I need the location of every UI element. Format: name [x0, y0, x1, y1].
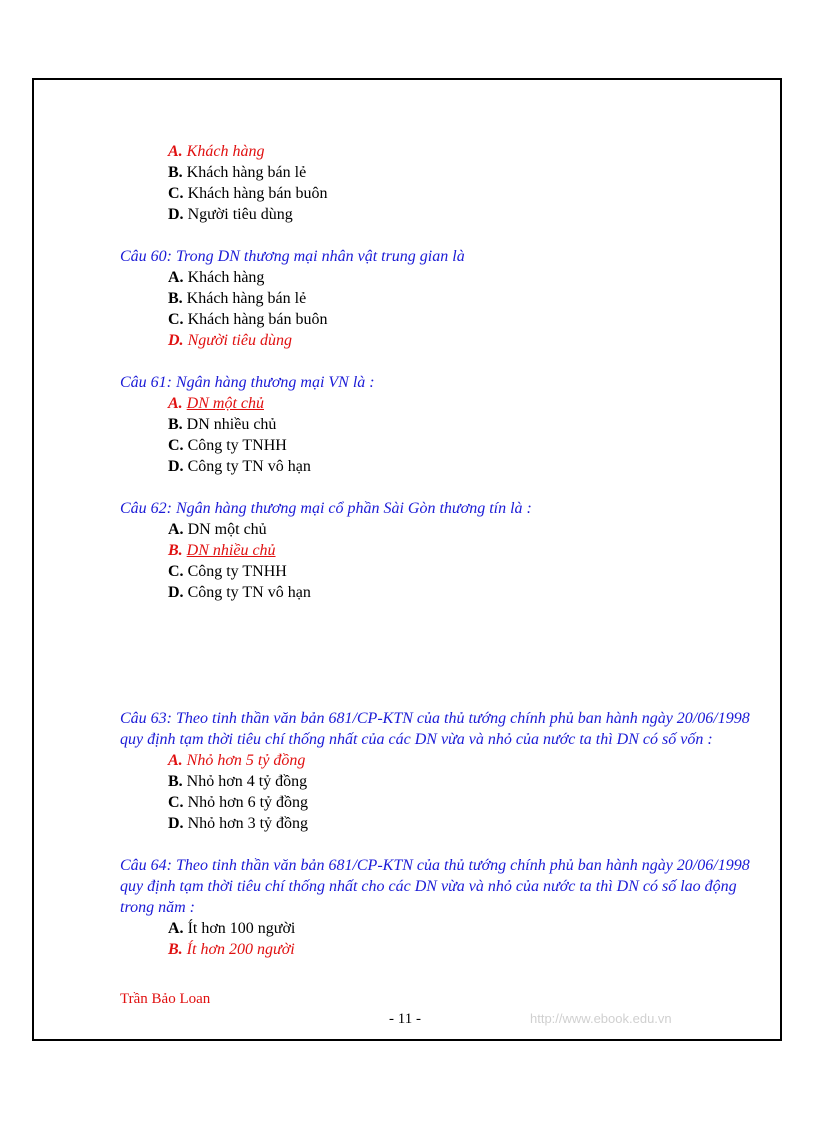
options-list [120, 267, 760, 351]
option-b [168, 771, 760, 792]
question-text: Câu 62: Ngân hàng thương mại cổ phần Sài Gòn thương tín là : [120, 500, 532, 517]
option-text: Khách hàng [186, 143, 265, 160]
option-b [168, 162, 760, 183]
option-text: Nhỏ hơn 4 tỷ đồng [186, 773, 308, 790]
option-letter: C. [168, 311, 184, 328]
option-d [168, 813, 760, 834]
option-letter: D. [168, 206, 184, 223]
page-number: - 11 - [389, 1011, 421, 1027]
option-letter: B. [168, 164, 183, 181]
option-letter: B. [168, 290, 183, 307]
option-d [168, 330, 760, 351]
option-text: Khách hàng bán buôn [187, 185, 328, 202]
option-letter: C. [168, 563, 184, 580]
option-d [168, 204, 760, 225]
option-text: Nhỏ hơn 3 tỷ đồng [187, 815, 309, 832]
option-letter: B. [168, 941, 183, 958]
option-letter: A. [168, 752, 183, 769]
option-c [168, 309, 760, 330]
option-b [168, 414, 760, 435]
question-text: Câu 64: Theo tinh thần văn bản 681/CP-KTN của thủ tướng chính phủ ban hành ngày 20/06/1998 quy định tạm thời tiêu chí thống nhất cho các DN vừa và nhỏ của nước ta thì DN có số lao động trong năm : [120, 857, 750, 916]
question-text: Câu 60: Trong DN thương mại nhân vật trung gian là [120, 248, 465, 265]
options-list [120, 750, 760, 834]
option-letter: D. [168, 332, 184, 349]
option-letter: D. [168, 584, 184, 601]
option-letter: C. [168, 437, 184, 454]
option-c [168, 435, 760, 456]
option-letter: B. [168, 773, 183, 790]
footer-author: Trần Bảo Loan [120, 991, 211, 1007]
option-letter: A. [168, 920, 184, 937]
option-text: Công ty TN vô hạn [187, 584, 311, 601]
option-b [168, 540, 760, 561]
options-list [120, 141, 760, 225]
question-block-62 [120, 498, 760, 603]
option-letter: B. [168, 416, 183, 433]
question-block-64 [120, 855, 760, 960]
option-text: Người tiêu dùng [187, 332, 292, 349]
option-text: Khách hàng bán lẻ [186, 164, 307, 181]
option-text: Khách hàng bán buôn [187, 311, 328, 328]
option-text: DN một chủ [187, 521, 267, 538]
option-a [168, 267, 760, 288]
option-a [168, 519, 760, 540]
question-text: Câu 63: Theo tinh thần văn bản 681/CP-KTN của thủ tướng chính phủ ban hành ngày 20/06/1998 quy định tạm thời tiêu chí thống nhất của các DN vừa và nhỏ của nước ta thì DN có số vốn : [120, 710, 750, 748]
option-a [168, 141, 760, 162]
option-c [168, 561, 760, 582]
option-letter: D. [168, 458, 184, 475]
option-c [168, 183, 760, 204]
option-text: Công ty TNHH [187, 437, 287, 454]
option-a [168, 750, 760, 771]
option-text: Khách hàng bán lẻ [186, 290, 307, 307]
option-letter: A. [168, 395, 183, 412]
option-text: Khách hàng [187, 269, 265, 286]
option-text: Công ty TN vô hạn [187, 458, 311, 475]
option-text: Người tiêu dùng [187, 206, 293, 223]
option-c [168, 792, 760, 813]
question-text: Câu 61: Ngân hàng thương mại VN là : [120, 374, 375, 391]
question-block-61 [120, 372, 760, 477]
option-b [168, 288, 760, 309]
option-text: Nhỏ hơn 6 tỷ đồng [187, 794, 309, 811]
option-b [168, 939, 760, 960]
option-letter: B. [168, 542, 183, 559]
options-list [120, 393, 760, 477]
option-letter: A. [168, 143, 183, 160]
option-letter: A. [168, 269, 184, 286]
option-letter: C. [168, 185, 184, 202]
option-text: DN nhiều chủ [186, 416, 277, 433]
option-a [168, 393, 760, 414]
question-block-63 [120, 708, 760, 834]
footer-url: http://www.ebook.edu.vn [530, 1011, 672, 1026]
options-list [120, 519, 760, 603]
options-list [120, 918, 760, 960]
question-block-60 [120, 246, 760, 351]
option-letter: D. [168, 815, 184, 832]
option-text: DN một chủ [186, 395, 264, 412]
option-letter: C. [168, 794, 184, 811]
option-text: Nhỏ hơn 5 tỷ đồng [186, 752, 306, 769]
question-block-59 [120, 141, 760, 225]
option-letter: A. [168, 521, 184, 538]
option-text: Ít hơn 200 người [186, 941, 295, 958]
option-a [168, 918, 760, 939]
option-text: Công ty TNHH [187, 563, 287, 580]
option-text: Ít hơn 100 người [187, 920, 296, 937]
option-text: DN nhiều chủ [186, 542, 276, 559]
option-d [168, 582, 760, 603]
option-d [168, 456, 760, 477]
document-body [120, 141, 760, 981]
